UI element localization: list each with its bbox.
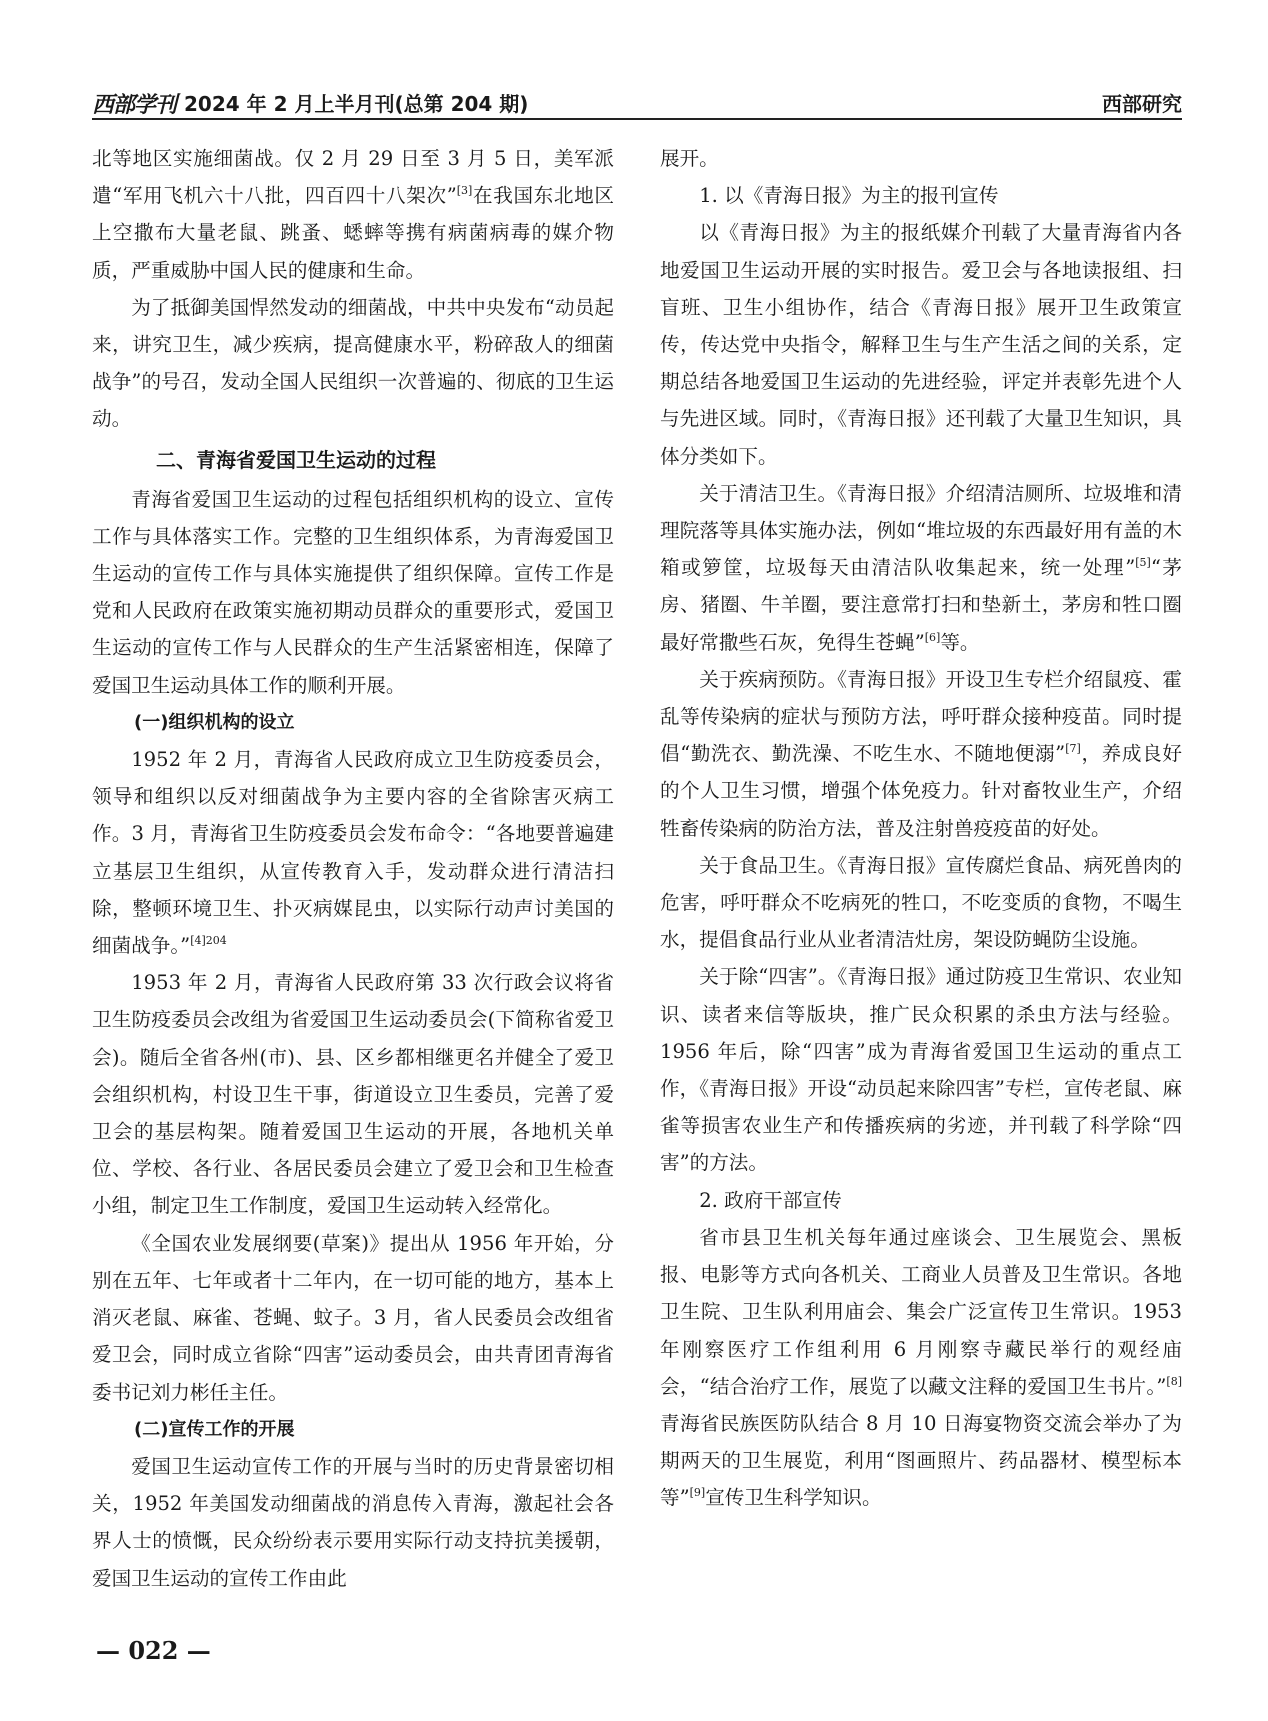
paragraph: 省市县卫生机关每年通过座谈会、卫生展览会、黑板报、电影等方式向各机关、工商业人员普及卫生常识。各地卫生院、卫生队利用庙会、集会广泛宣传卫生常识。1953 年刚察医疗工作组利用 6 月刚察寺藏民举行的观经庙会，“结合治疗工作，展览了以藏文注释的爱国卫生书片。”[8]青海省民族医防队结合 8 月 10 日海宴物资交流会举办了为期两天的卫生展览，利用“图画照片、药品器材、模型标本等”[9]宣传卫生科学知识。 <box>660 1225 1182 1510</box>
journal-logo: 西部学刊 <box>92 92 177 118</box>
section-heading: 二、青海省爱国卫生运动的过程 <box>156 447 436 472</box>
citation: [6] <box>924 630 941 644</box>
header-rule <box>92 118 1182 120</box>
paragraph: 1952 年 2 月，青海省人民政府成立卫生防疫委员会，领导和组织以反对细菌战争为主要内容的全省除害灭病工作。3 月，青海省卫生防疫委员会发布命令：“各地要普遍建立基层卫生组织，从宣传教育入手，发动群众进行清洁扫除，整顿环境卫生、扑灭病媒昆虫，以实际行动声讨美国的细菌战争。”$^{[4]204}$ <box>92 748 614 958</box>
paragraph: 关于除“四害”。《青海日报》通过防疫卫生常识、农业知识、读者来信等版块，推广民众积累的杀虫方法与经验。1956 年后，除“四害”成为青海省爱国卫生运动的重点工作，《青海日报》开设“动员起来除四害”专栏，宣传老鼠、麻雀等损害农业生产和传播疾病的劣迹，并刊载了科学除“四害”的方法。 <box>660 965 1182 1175</box>
paragraph: 北等地区实施细菌战。仅 2 月 29 日至 3 月 5 日，美军派遣“军用飞机六十八批，四百四十八架次”[3]在我国东北地区上空撒布大量老鼠、跳蚤、蟋蟀等携有病菌病毒的媒介物质，严重威胁中国人民的健康和生命。 <box>92 147 614 282</box>
citation: [5] <box>1135 556 1151 570</box>
issue-info: 2024 年 2 月上半月刊(总第 204 期) <box>184 92 529 116</box>
left-column <box>92 140 614 1597</box>
section-title: 西部研究 <box>1102 92 1182 116</box>
citation: [4]204 <box>190 934 227 948</box>
citation: [3] <box>456 184 473 198</box>
page-number: — 022 — <box>96 1636 211 1665</box>
subsection-heading: 2. 政府干部宣传 <box>699 1188 842 1212</box>
paragraph: 关于食品卫生。《青海日报》宣传腐烂食品、病死兽肉的危害，呼吁群众不吃病死的牲口，不吃变质的食物，不喝生水，提倡食品行业从业者清洁灶房，架设防蝇防尘设施。 <box>660 853 1182 952</box>
citation: [9] <box>689 1486 706 1500</box>
paragraph: 关于清洁卫生。《青海日报》介绍清洁厕所、垃圾堆和清理院落等具体实施办法，例如“堆垃圾的东西最好用有盖的木箱或箩筐，垃圾每天由清洁队收集起来，统一处理”[5]“茅房、猪圈、牛羊圈，要注意常打扫和垫新土，茅房和牲口圈最好常撒些石灰，免得生苍蝇”[6]等。 <box>660 481 1182 654</box>
citation: [8] <box>1166 1374 1182 1388</box>
paragraph: 以《青海日报》为主的报纸媒介刊载了大量青海省内各地爱国卫生运动开展的实时报告。爱卫会与各地读报组、扫盲班、卫生小组协作，结合《青海日报》展开卫生政策宣传，传达党中央指令，解释卫生与生产生活之间的关系，定期总结各地爱国卫生运动的先进经验，评定并表彰先进个人与先进区域。同时，《青海日报》还刊载了大量卫生知识，具体分类如下。 <box>660 221 1182 468</box>
paragraph: 青海省爱国卫生运动的过程包括组织机构的设立、宣传工作与具体落实工作。完整的卫生组织体系，为青海爱国卫生运动的宣传工作与具体实施提供了组织保障。宣传工作是党和人民政府在政策实施初期动员群众的重要形式，爱国卫生运动的宣传工作与人民群众的生产生活紧密相连，保障了爱国卫生运动具体工作的顺利开展。 <box>92 487 614 697</box>
subsection-heading: (一)组织机构的设立 <box>134 711 295 733</box>
paragraph: 1953 年 2 月，青海省人民政府第 33 次行政会议将省卫生防疫委员会改组为省爱国卫生运动委员会(下简称省爱卫会)。随后全省各州(市)、县、区乡都相继更名并健全了爱卫会组织机构，村设卫生干事，街道设立卫生委员，完善了爱卫会的基层构架。随着爱国卫生运动的开展，各地机关单位、学校、各行业、各居民委员会建立了爱卫会和卫生检查小组，制定卫生工作制度，爱国卫生运动转入经常化。 <box>92 971 614 1218</box>
paragraph: 为了抵御美国悍然发动的细菌战，中共中央发布“动员起来，讲究卫生，减少疾病，提高健康水平，粉碎敌人的细菌战争”的号召，发动全国人民组织一次普遍的、彻底的卫生运动。 <box>92 295 614 431</box>
paragraph: 关于疾病预防。《青海日报》开设卫生专栏介绍鼠疫、霍乱等传染病的症状与预防方法，呼吁群众接种疫苗。同时提倡“勤洗衣、勤洗澡、不吃生水、不随地便溺”[7]，养成良好的个人卫生习惯，增强个体免疫力。针对畜牧业生产，介绍牲畜传染病的防治方法，普及注射兽疫疫苗的好处。 <box>660 667 1182 840</box>
right-column <box>660 140 1182 1517</box>
subsection-heading: 1. 以《青海日报》为主的报刊宣传 <box>699 184 999 208</box>
subsection-heading: (二)宣传工作的开展 <box>134 1418 295 1440</box>
paragraph: 《全国农业发展纲要(草案)》提出从 1956 年开始，分别在五年、七年或者十二年内，在一切可能的地方，基本上消灭老鼠、麻雀、苍蝇、蚊子。3 月，省人民委员会改组省爱卫会，同时成立省除“四害”运动委员会，由共青团青海省委书记刘力彬任主任。 <box>92 1231 614 1404</box>
paragraph: 展开。 <box>660 147 719 170</box>
paragraph: 爱国卫生运动宣传工作的开展与当时的历史背景密切相关，1952 年美国发动细菌战的消息传入青海，激起社会各界人士的愤慨，民众纷纷表示要用实际行动支持抗美援朝，爱国卫生运动的宣传工作由此 <box>92 1454 614 1590</box>
page-header <box>92 86 1182 120</box>
citation: [7] <box>1065 742 1081 756</box>
